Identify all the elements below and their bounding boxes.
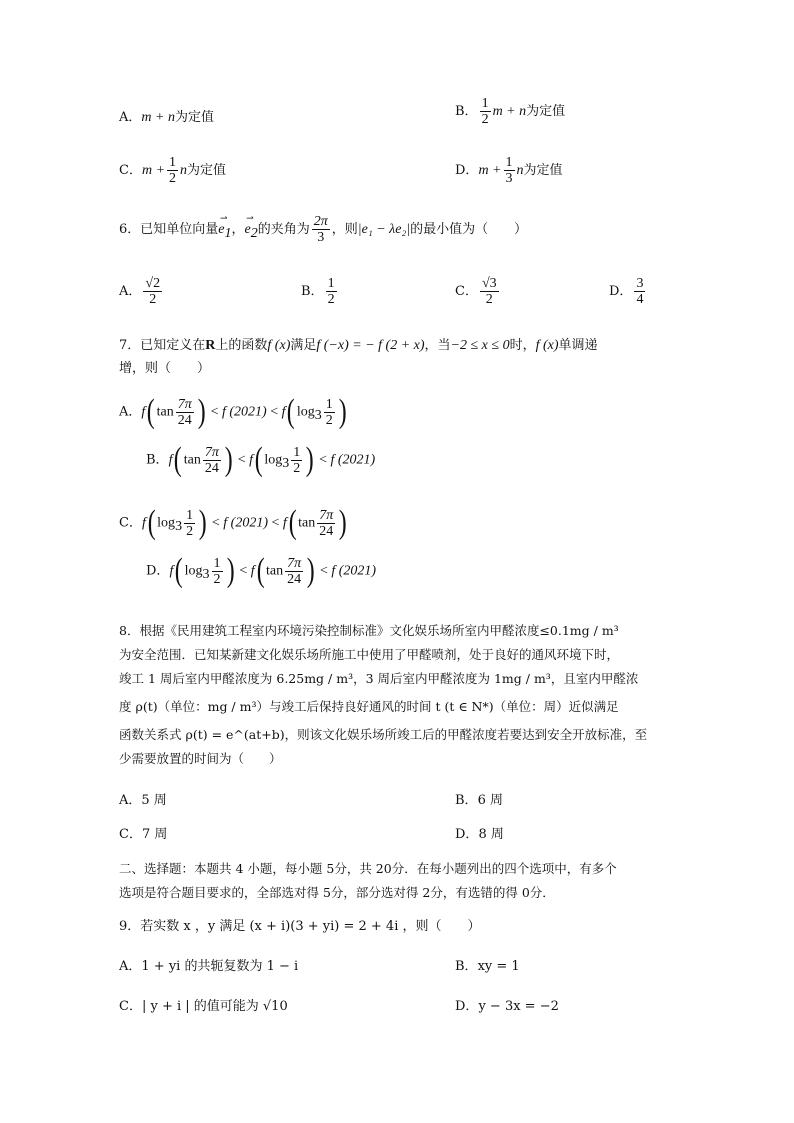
q7-stem-line2: [119, 357, 210, 376]
option-tail: 为定值: [526, 104, 566, 119]
q6-option-d: [609, 276, 647, 307]
option-text: 1 + yi 的共轭复数为 1 − i: [141, 959, 299, 974]
fraction: [634, 276, 645, 307]
option-expr: n: [516, 163, 524, 178]
option-text: 7 周: [141, 827, 168, 842]
paren-right: ): [306, 552, 315, 589]
paren-right: ): [198, 504, 207, 541]
option-letter: D．: [455, 827, 479, 842]
fraction: [291, 445, 302, 476]
option-letter: B．: [455, 959, 478, 974]
q7-option-d: D．f( $\log_3$ $\frac{1}{2}$ ) < f( tan $\frac{7\pi}{24}$ ) < f (2021): [146, 552, 377, 589]
paren-right: ): [224, 441, 233, 478]
vector-e1: ⇀ $e_1$: [218, 213, 232, 241]
fraction: [212, 556, 223, 587]
frac-den: 24: [287, 571, 302, 587]
section-line: 二、选择题：本题共 4 小题，每小题 5分，共 20分．在每小题列出的四个选项中，有多个: [119, 861, 617, 876]
q8-line: 8．根据《民用建筑工程室内环境污染控制标准》文化娱乐场所室内甲醛浓度≤0.1mg / m³: [119, 623, 619, 638]
option-text: 5 周: [141, 793, 167, 808]
option-letter: D．: [146, 563, 170, 579]
q9-option-a: [119, 955, 298, 974]
option-letter: D．: [609, 284, 633, 299]
frac-num: 1: [327, 276, 335, 291]
q9-stem: [119, 915, 481, 934]
frac-num: 7π: [177, 396, 192, 412]
q7-option-a: A．f( tan $\frac{7\pi}{24}$ ) < f (2021) < f( $\log_3$ $\frac{1}{2}$ ): [119, 393, 347, 430]
vector-symbol: e: [244, 222, 251, 237]
option-letter: D．: [455, 999, 479, 1014]
q8-option-d: [455, 823, 504, 842]
q8-option-a: [119, 789, 167, 808]
option-letter: B．: [301, 284, 324, 299]
stem-text: ，则: [331, 222, 358, 237]
paren-right: ): [305, 441, 314, 478]
frac-num: 7π: [204, 444, 219, 460]
q5-option-a: [119, 106, 214, 126]
paren-left: (: [288, 504, 297, 541]
option-tail: 为定值: [187, 163, 227, 178]
frac-den: 2: [213, 571, 221, 587]
fraction: [480, 276, 499, 307]
q6-stem: [119, 214, 527, 245]
option-tail: 为定值: [523, 163, 563, 178]
fraction: [143, 276, 162, 307]
option-letter: A．: [119, 793, 142, 808]
frac-num: 1: [293, 444, 301, 460]
option-expr: f (2021): [331, 563, 377, 579]
option-text: | y + i | 的值可能为 √10: [141, 999, 288, 1014]
log-base: 3: [175, 519, 183, 535]
log-base: 3: [314, 408, 322, 424]
stem-text: 6．已知单位向量: [119, 222, 219, 237]
q7-stem-line1: [119, 334, 598, 354]
frac-den: 2: [149, 292, 157, 307]
paren-right: ): [338, 393, 347, 430]
stem-text: 增，则（ ）: [119, 361, 211, 376]
option-letter: C．: [119, 515, 142, 531]
option-letter: A．: [119, 404, 142, 420]
abs-expression: |e₁ − λe₂|: [357, 222, 411, 237]
q5-option-b: [455, 96, 565, 127]
frac-num: 1: [213, 555, 221, 571]
frac-den: 2: [327, 292, 335, 307]
stem-text: 上的函数: [215, 338, 268, 353]
frac-num: 1: [481, 96, 489, 111]
q5-option-c: [119, 155, 226, 186]
option-letter: C．: [119, 163, 142, 178]
paren-left: (: [175, 552, 183, 589]
frac-num: 1: [325, 396, 333, 412]
q7-option-b: B．f( tan $\frac{7\pi}{24}$ ) < f( $\log_3$ $\frac{1}{2}$ ) < f (2021): [146, 441, 376, 478]
option-text: 6 周: [477, 793, 503, 808]
option-lead: m +: [141, 163, 166, 178]
fraction: [324, 397, 335, 428]
log-base: 3: [282, 456, 290, 472]
option-letter: A．: [119, 284, 142, 299]
frac-num: √2: [145, 276, 161, 291]
stem-text: 的最小值为（ ）: [410, 222, 528, 237]
q8-stem: [119, 619, 679, 771]
frac-den: 24: [177, 412, 192, 428]
range-expr: −2 ≤ x ≤ 0: [450, 338, 510, 353]
frac-den: 2: [481, 112, 489, 127]
frac-num: 7π: [287, 555, 302, 571]
paren-right: ): [197, 393, 206, 430]
frac-den: 24: [204, 460, 219, 476]
real-set-symbol: R: [205, 338, 216, 353]
frac-den: 2: [169, 171, 177, 186]
fraction: [480, 96, 491, 127]
option-letter: C．: [119, 999, 142, 1014]
fraction: [326, 276, 337, 307]
q8-option-b: [455, 789, 503, 808]
q6-option-c: [455, 276, 501, 307]
log-base: 3: [202, 567, 210, 583]
option-expr: m + n: [492, 104, 527, 119]
q8-line: 少需要放置的时间为（ ）: [119, 751, 282, 766]
vector-arrow-icon: ⇀: [245, 213, 254, 223]
fraction: [203, 445, 221, 476]
function-symbol: f (x): [535, 338, 559, 353]
option-lead: m +: [478, 163, 502, 178]
function-symbol: f (x): [267, 338, 291, 353]
paren-left: (: [147, 504, 156, 541]
stem-text: 单调递: [558, 338, 598, 353]
q8-line: 竣工 1 周后室内甲醛浓度为 6.25mg / m³，3 周后室内甲醛浓度为 1mg / m³，且室内甲醛浓: [119, 671, 639, 686]
option-letter: B．: [146, 452, 169, 468]
fraction: [285, 556, 303, 587]
vector-arrow-icon: ⇀: [219, 213, 227, 223]
stem-text: 7．已知定义在: [119, 338, 206, 353]
frac-den: 3: [505, 171, 513, 186]
stem-text: 的夹角为: [257, 222, 310, 237]
vector-e2: ⇀ $e_2$: [244, 213, 258, 241]
option-tail: 为定值: [174, 110, 214, 125]
section-2-header: [119, 857, 679, 905]
option-letter: A．: [119, 959, 142, 974]
option-expr: m + n: [141, 110, 175, 125]
q7-option-c: C．f( $\log_3$ $\frac{1}{2}$ ) < f (2021) < f( tan $\frac{7\pi}{24}$ ): [119, 504, 347, 541]
paren-right: ): [226, 552, 235, 589]
fraction: [184, 508, 195, 539]
frac-num: √3: [481, 276, 497, 291]
paren-left: (: [256, 552, 265, 589]
option-letter: B．: [455, 104, 478, 119]
option-letter: D．: [455, 163, 479, 178]
stem-text: 满足: [290, 338, 317, 353]
option-expr: f (2021): [221, 404, 267, 420]
condition-expr: f (−x) = − f (2 + x): [316, 338, 425, 353]
stem-text: ，当: [424, 338, 451, 353]
paren-left: (: [287, 393, 296, 430]
frac-num: 3: [636, 276, 644, 291]
q8-line: 函数关系式 ρ(t) = e^(at+b)，则该文化娱乐场所竣工后的甲醛浓度若要达到安全开放标准，至: [119, 727, 648, 742]
frac-den: 3: [317, 230, 325, 245]
q6-option-b: [301, 276, 339, 307]
frac-den: 4: [636, 292, 644, 307]
frac-den: 2: [293, 460, 301, 476]
q9-option-c: [119, 995, 288, 1014]
section-line: 选项是符合题目要求的，全部选对得 5分，部分选对得 2分，有选错的得 0分．: [119, 885, 555, 900]
vector-symbol: e: [218, 222, 225, 237]
option-letter: B．: [455, 793, 478, 808]
q8-line: 为安全范围．已知某新建文化娱乐场所施工中使用了甲醛喷剂，处于良好的通风环境下时，: [119, 647, 620, 662]
option-letter: A．: [119, 110, 142, 125]
q9-option-b: [455, 955, 520, 974]
option-letter: C．: [455, 284, 478, 299]
option-letter: C．: [119, 827, 142, 842]
fraction: [167, 155, 178, 186]
option-expr: n: [180, 163, 188, 178]
frac-num: 7π: [319, 507, 334, 523]
fraction: [317, 508, 335, 539]
stem-text: 时，: [509, 338, 536, 353]
fraction: [312, 214, 330, 245]
frac-den: 2: [485, 292, 493, 307]
fraction: [176, 397, 194, 428]
paren-left: (: [254, 441, 263, 478]
frac-num: 1: [505, 155, 513, 170]
paren-left: (: [146, 393, 155, 430]
frac-den: 2: [186, 523, 194, 539]
q9-option-d: [455, 995, 559, 1014]
frac-den: 24: [319, 523, 334, 539]
q8-option-c: [119, 823, 167, 842]
option-text: y − 3x = −2: [478, 999, 559, 1014]
paren-left: (: [174, 441, 183, 478]
option-text: 8 周: [478, 827, 504, 842]
option-text: xy = 1: [477, 959, 520, 974]
frac-num: 1: [186, 507, 194, 523]
q5-option-d: [455, 155, 563, 186]
fraction: [504, 155, 515, 186]
q6-option-a: [119, 276, 164, 307]
q8-line: 度 ρ(t)（单位：mg / m³）与竣工后保持良好通风的时间 t (t ∈ N*)（单位：周）近似满足: [119, 699, 619, 714]
paren-right: ): [338, 504, 347, 541]
frac-num: 2π: [313, 214, 328, 229]
frac-den: 2: [325, 412, 333, 428]
option-expr: f (2021): [330, 452, 376, 468]
separator: ，: [231, 222, 245, 237]
stem-text: 9．若实数 x ，y 满足 (x + i)(3 + yi) = 2 + 4i ，则（ ）: [119, 919, 481, 934]
frac-num: 1: [169, 155, 177, 170]
option-expr: f (2021): [223, 515, 269, 531]
